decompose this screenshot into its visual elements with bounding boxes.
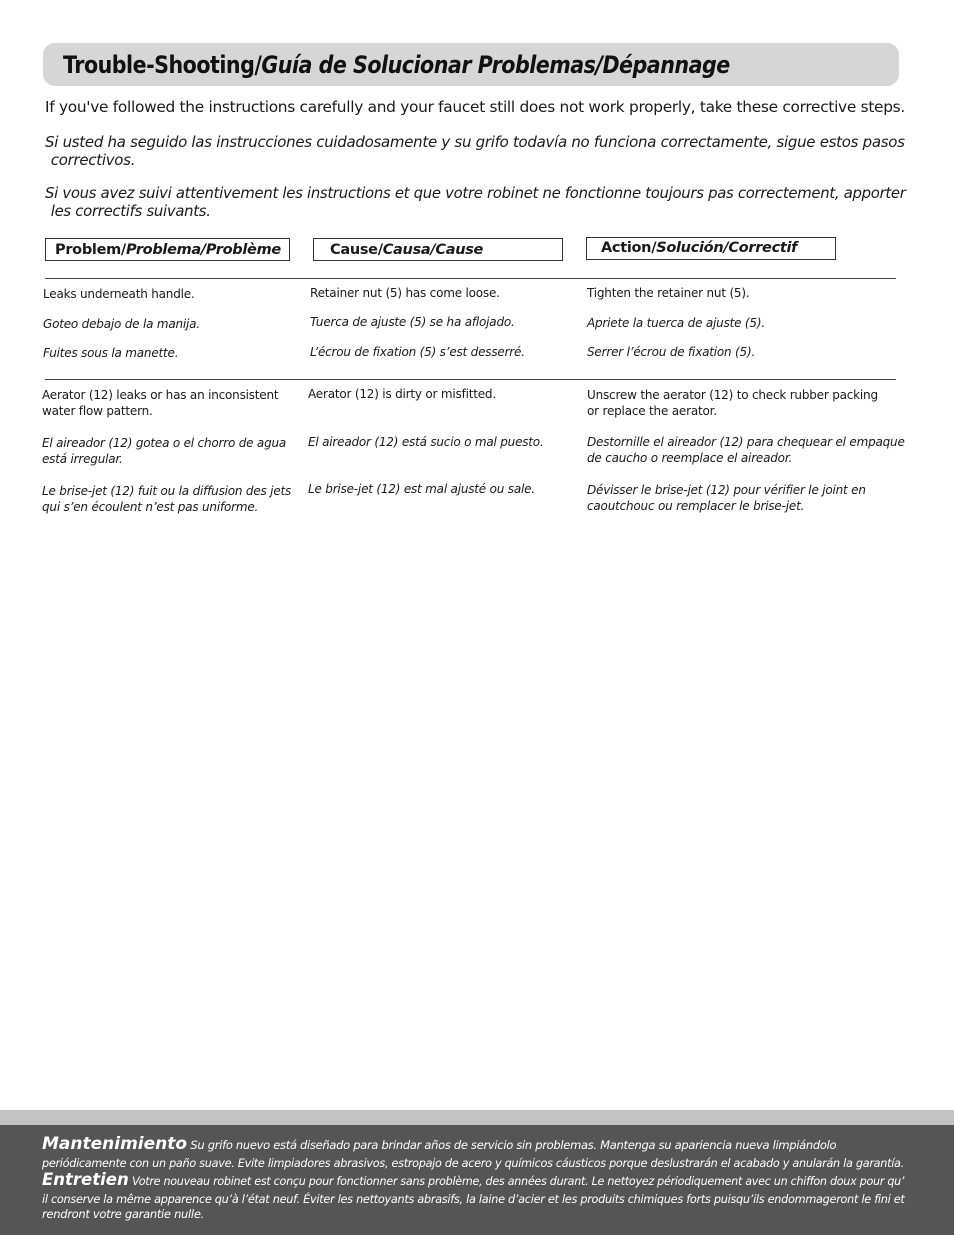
header-cause: [313, 238, 563, 261]
header-cause-en: Cause/: [330, 242, 383, 258]
row2-action-fr: Dévisser le brise-jet (12) pour vérifier le joint en caoutchouc ou remplacer le brise-jet.: [587, 483, 866, 513]
row-divider: [45, 379, 896, 380]
intro-french-line1: Si vous avez suivi attentivement les instructions et que votre robinet ne fonctionne toujours pas correctement, apporter: [45, 184, 906, 202]
intro-french-line2: les correctifs suivants.: [50, 202, 211, 220]
header-action-es-fr: Solución/Correctif: [656, 240, 798, 256]
maintenance-footer: [0, 1125, 954, 1235]
row1-action-fr: Serrer l’écrou de fixation (5).: [587, 345, 756, 359]
header-problem-en: Problem/: [55, 242, 126, 258]
mantenimiento-line2: periódicamente con un paño suave. Evite limpiadores abrasivos, estropajo de acero y químicos cáusticos porque deslustrarán el acabado y anularán la garantía.: [42, 1156, 904, 1170]
row1-action-es: Apriete la tuerca de ajuste (5).: [587, 316, 765, 330]
title-spanish-french: Guía de Solucionar Problemas/Dépannage: [261, 50, 730, 79]
row2-cause-es: El aireador (12) está sucio o mal puesto.: [308, 435, 544, 449]
row2-cause-en: Aerator (12) is dirty or misfitted.: [308, 387, 496, 401]
intro-spanish-line1: Si usted ha seguido las instrucciones cuidadosamente y su grifo todavía no funciona correctamente, sigue estos pasos: [45, 133, 905, 151]
row-divider: [45, 278, 896, 279]
intro-english: If you've followed the instructions carefully and your faucet still does not work properly, take these corrective steps.: [45, 98, 905, 116]
row1-cause-es: Tuerca de ajuste (5) se ha aflojado.: [310, 315, 515, 329]
header-action-en: Action/: [601, 240, 657, 256]
entretien-line3: rendront votre garantie nulle.: [42, 1207, 204, 1221]
row2-action-es: Destornille el aireador (12) para chequear el empaque de caucho o reemplace el aireador.: [587, 435, 905, 465]
intro-spanish-line2: correctivos.: [50, 151, 136, 169]
mantenimiento-line1: Mantenimiento Su grifo nuevo está diseñado para brindar años de servicio sin problemas. Mantenga su apariencia nueva limpiándolo: [42, 1134, 837, 1154]
entretien-heading: Entretien: [42, 1170, 129, 1190]
header-cause-es-fr: Causa/Cause: [382, 242, 484, 258]
row1-problem-es: Goteo debajo de la manija.: [43, 317, 200, 331]
page-title: [63, 51, 730, 79]
row1-cause-fr: L’écrou de fixation (5) s’est desserré.: [310, 345, 525, 359]
row2-problem-fr: Le brise-jet (12) fuit ou la diffusion des jets qui s’en écoulent n’est pas uniforme.: [42, 484, 292, 514]
header-problem: [45, 238, 290, 261]
row1-cause-en: Retainer nut (5) has come loose.: [310, 286, 500, 300]
row2-cause-fr: Le brise-jet (12) est mal ajusté ou sale.: [308, 482, 535, 496]
row2-action-en: Unscrew the aerator (12) to check rubber packing or replace the aerator.: [587, 388, 878, 418]
row2-problem-es: El aireador (12) gotea o el chorro de agua está irregular.: [42, 436, 287, 466]
row1-action-en: Tighten the retainer nut (5).: [587, 286, 750, 300]
header-problem-es-fr: Problema/Problème: [125, 242, 281, 258]
entretien-line2: il conserve la même apparence qu’à l’état neuf. Éviter les nettoyants abrasifs, la laine d’acier et les produits chimiques forts puisqu’ils endommageront le fini et: [42, 1192, 905, 1206]
row2-problem-en: Aerator (12) leaks or has an inconsistent water flow pattern.: [42, 388, 279, 418]
title-english: Trouble-Shooting/: [63, 50, 262, 79]
footer-strip: [0, 1110, 954, 1125]
row1-problem-en: Leaks underneath handle.: [43, 287, 195, 301]
intro-french: [45, 184, 906, 220]
row1-problem-fr: Fuites sous la manette.: [43, 346, 179, 360]
intro-spanish: [45, 133, 905, 169]
title-bar: [43, 43, 899, 86]
header-action: [586, 237, 836, 260]
entretien-line1: Entretien Votre nouveau robinet est conçu pour fonctionner sans problème, des années durant. Le nettoyez périodiquement avec un chiffon doux pour qu’: [42, 1170, 905, 1190]
mantenimiento-heading: Mantenimiento: [42, 1134, 188, 1154]
